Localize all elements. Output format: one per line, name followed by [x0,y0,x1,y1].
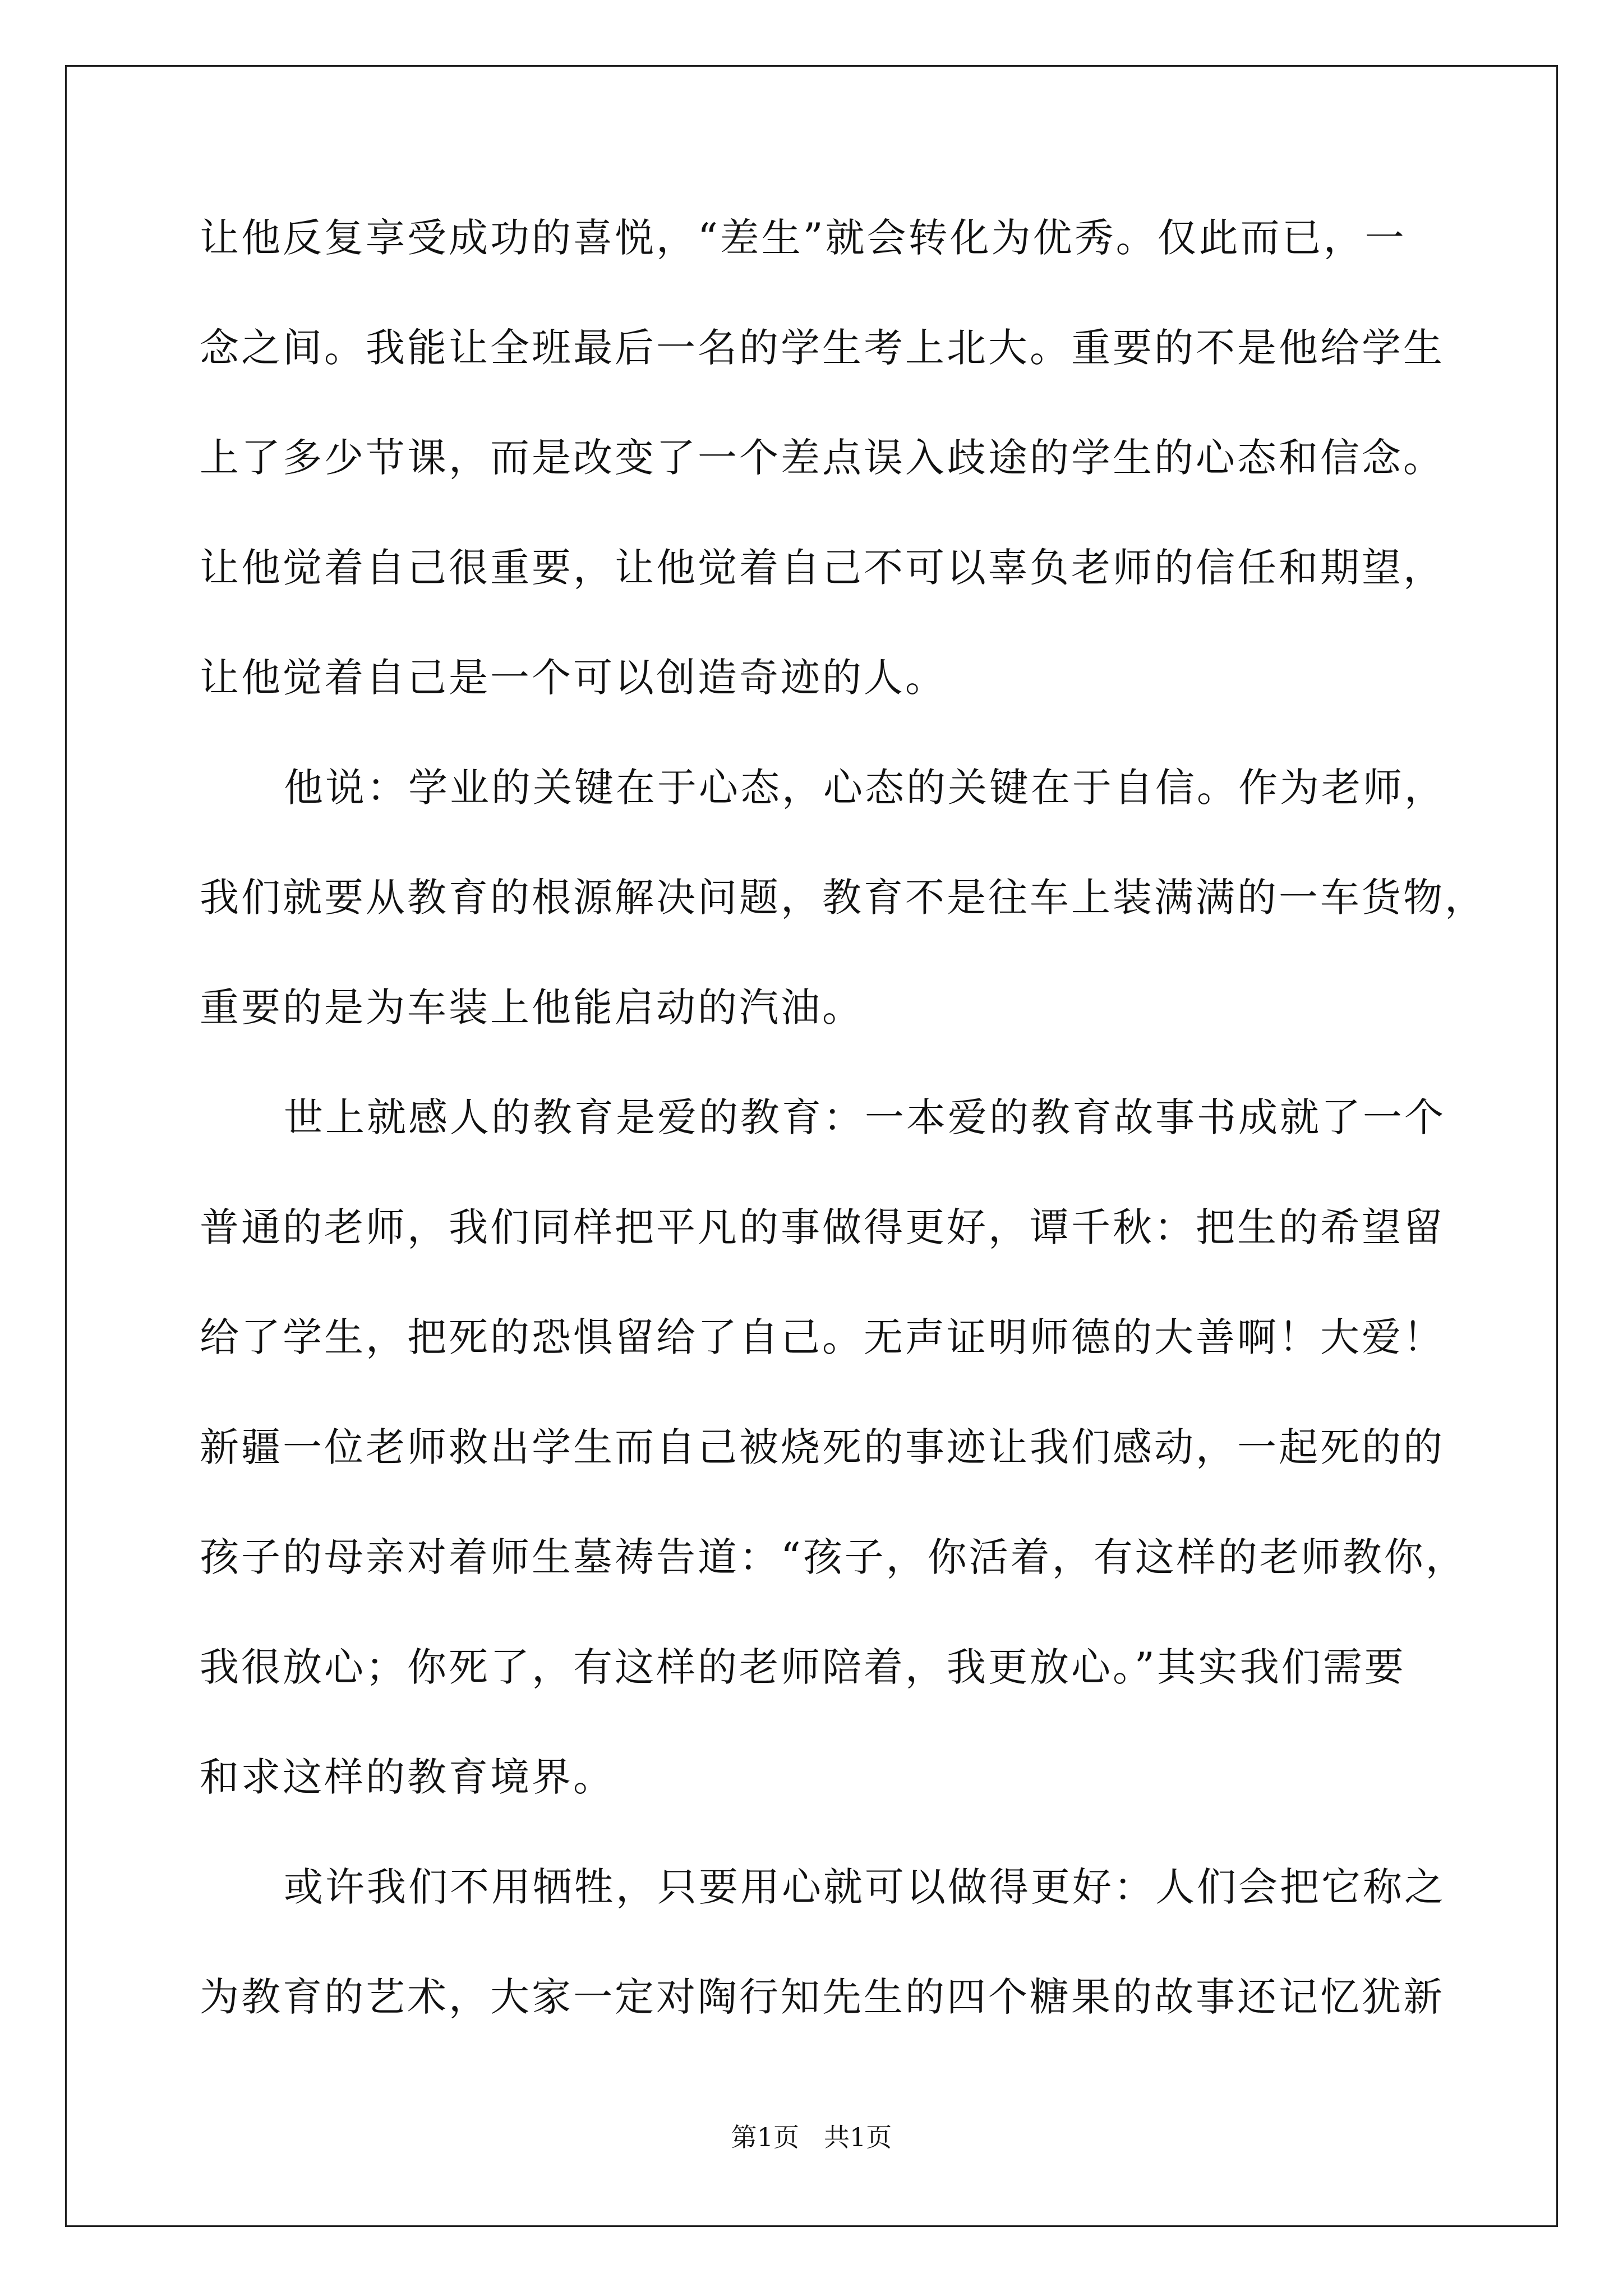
text-line: 为教育的艺术，大家一定对陶行知先生的四个糖果的故事还记忆犹新 [200,1974,1445,2020]
text-line: 重要的是为车装上他能启动的汽油。 [200,984,864,1030]
text-line: 和求这样的教育境界。 [200,1754,615,1800]
text-line: 我很放心；你死了，有这样的老师陪着，我更放心。”其实我们需要 [200,1644,1406,1690]
text-line: 念之间。我能让全班最后一名的学生考上北大。重要的不是他给学生 [200,325,1445,371]
paragraph-first-line: 世上就感人的教育是爱的教育：一本爱的教育故事书成就了一个 [284,1094,1446,1140]
text-line: 我们就要从教育的根源解决问题，教育不是往车上装满满的一车货物， [200,875,1486,921]
page-footer [0,2120,1623,2154]
text-line: 让他觉着自己是一个可以创造奇迹的人。 [200,655,947,701]
text-line: 让他觉着自己很重要，让他觉着自己不可以辜负老师的信任和期望， [200,545,1445,591]
text-line: 上了多少节课，而是改变了一个差点误入歧途的学生的心态和信念。 [200,435,1445,481]
text-line: 普通的老师，我们同样把平凡的事做得更好，谭千秋：把生的希望留 [200,1204,1445,1250]
page-number-current: 第1页 [731,2122,799,2152]
text-line: 新疆一位老师救出学生而自己被烧死的事迹让我们感动，一起死的的 [200,1424,1445,1470]
paragraph-first-line: 或许我们不用牺牲，只要用心就可以做得更好：人们会把它称之 [284,1864,1446,1910]
page-number-total: 共1页 [824,2122,892,2152]
paragraph-first-line: 他说：学业的关键在于心态，心态的关键在于自信。作为老师， [284,765,1446,811]
text-line: 给了学生，把死的恐惧留给了自己。无声证明师德的大善啊！大爱！ [200,1314,1445,1360]
text-line: 让他反复享受成功的喜悦，“差生”就会转化为优秀。仅此而已，一 [200,215,1407,261]
text-line: 孩子的母亲对着师生墓祷告道：“孩子，你活着，有这样的老师教你， [200,1534,1467,1580]
document-body [200,196,1486,2065]
